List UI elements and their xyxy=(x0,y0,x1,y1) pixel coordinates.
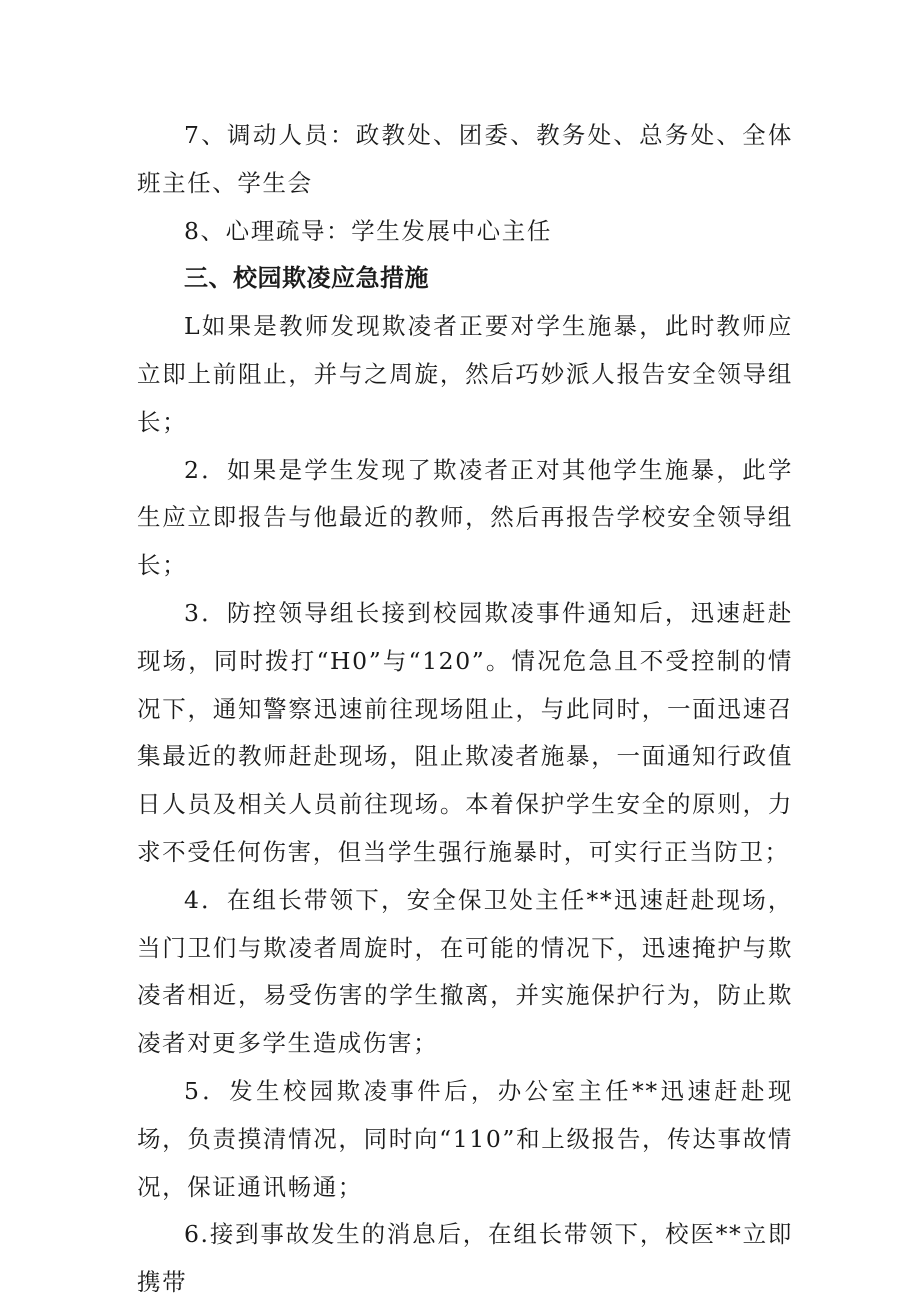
measure-4: 4．在组长带领下，安全保卫处主任**迅速赶赴现场，当门卫们与欺凌者周旋时，在可能的情况下，迅速掩护与欺凌者相近，易受伤害的学生撤离，并实施保护行为，防止欺凌者对更多学生造成伤害； xyxy=(137,885,793,1058)
measure-5: 5．发生校园欺凌事件后，办公室主任**迅速赶赴现场，负责摸清情况，同时向“110”和上级报告，传达事故情况，保证通讯畅通； xyxy=(137,1076,793,1201)
section-heading: 三、校园欺凌应急措施 xyxy=(184,264,429,293)
paragraph-item-8: 8、心理疏导：学生发展中心主任 xyxy=(184,216,552,245)
document-body xyxy=(137,112,793,1307)
measure-1: L如果是教师发现欺凌者正要对学生施暴，此时教师应立即上前阻止，并与之周旋，然后巧妙派人报告安全领导组长； xyxy=(137,312,793,436)
measure-3: 3．防控领导组长接到校园欺凌事件通知后，迅速赶赴现场，同时拨打“H0”与“120”。情况危急且不受控制的情况下，通知警察迅速前往现场阻止，与此同时，一面迅速召集最近的教师赶赴现场，阻止欺凌者施暴，一面通知行政值日人员及相关人员前往现场。本着保护学生安全的原则，力求不受任何伤害，但当学生强行施暴时，可实行正当防卫； xyxy=(137,598,793,866)
paragraph-item-7: 7、调动人员：政教处、团委、教务处、总务处、全体班主任、学生会 xyxy=(137,121,793,197)
measure-6: 6.接到事故发生的消息后，在组长带领下，校医**立即携带 xyxy=(137,1220,793,1297)
measure-2: 2．如果是学生发现了欺凌者正对其他学生施暴，此学生应立即报告与他最近的教师，然后再报告学校安全领导组长； xyxy=(137,455,793,580)
